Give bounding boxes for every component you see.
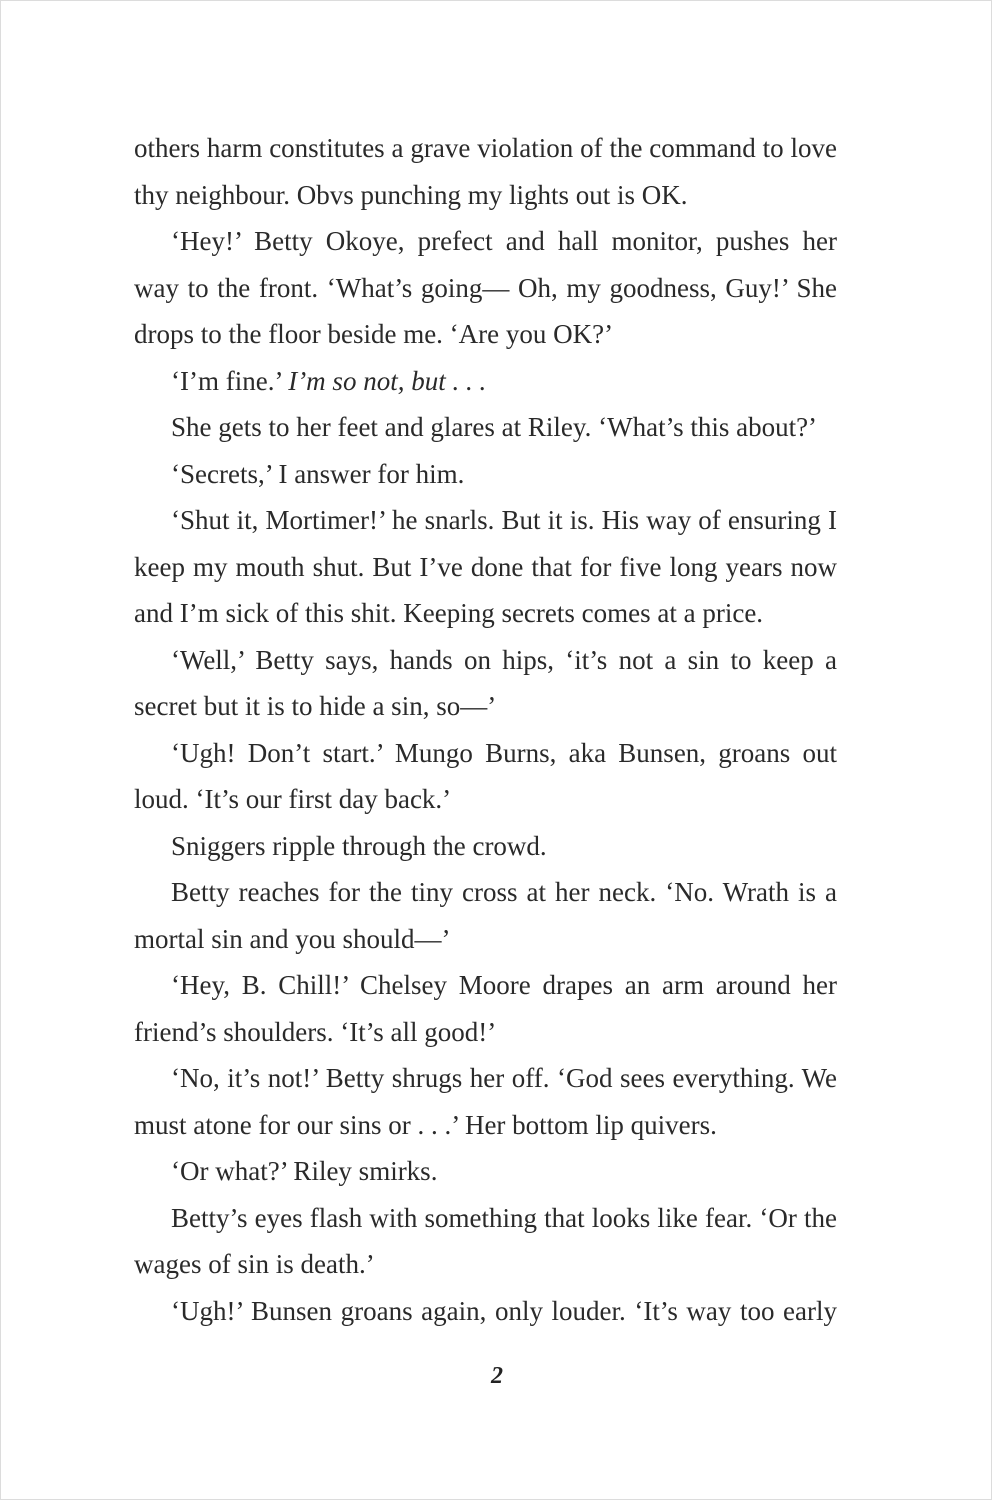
paragraph: ‘Well,’ Betty says, hands on hips, ‘it’s not a sin to keep a secret but it is to hide a sin, so—’ [134,644,837,721]
paragraph: ‘Ugh!’ Bunsen groans again, only louder. ‘It’s way too early [171,1295,837,1326]
paragraph: ‘Secrets,’ I answer for him. [171,458,465,489]
paragraph: ‘Hey!’ Betty Okoye, prefect and hall monitor, pushes her way to the front. ‘What’s going— Oh, my goodness, Guy!’ She drops to the floor beside me. ‘Are you OK?’ [134,226,837,349]
italic-thought: I’m so not, but . . . [288,365,487,396]
body-text [134,125,837,1334]
paragraph: others harm constitutes a grave violation of the command to love thy neighbour. Obvs punching my lights out is OK. [134,133,837,210]
paragraph: ‘Or what?’ Riley smirks. [171,1156,438,1186]
paragraph: Sniggers ripple through the crowd. [171,830,547,861]
paragraph: Betty’s eyes flash with something that looks like fear. ‘Or the wages of sin is death.’ [134,1202,837,1279]
paragraph: Betty reaches for the tiny cross at her neck. ‘No. Wrath is a mortal sin and you should—’ [134,877,837,954]
paragraph: ‘No, it’s not!’ Betty shrugs her off. ‘God sees everything. We must atone for our sins or . . .’ Her bottom lip quivers. [134,1063,837,1140]
paragraph: ‘Ugh! Don’t start.’ Mungo Burns, aka Bunsen, groans out loud. ‘It’s our first day back.’ [134,737,837,814]
paragraph: ‘Shut it, Mortimer!’ he snarls. But it is. His way of ensuring I keep my mouth shut. But I’ve done that for five long years now and I’m sick of this shit. Keeping secrets comes at a price. [134,505,837,628]
paragraph: ‘Hey, B. Chill!’ Chelsey Moore drapes an arm around her friend’s shoulders. ‘It’s all good!’ [134,970,837,1047]
page-number: 2 [491,1363,503,1389]
paragraph: She gets to her feet and glares at Riley. ‘What’s this about?’ [171,412,818,442]
paragraph-text: ‘I’m fine.’ [171,365,282,396]
paragraph [134,358,837,405]
